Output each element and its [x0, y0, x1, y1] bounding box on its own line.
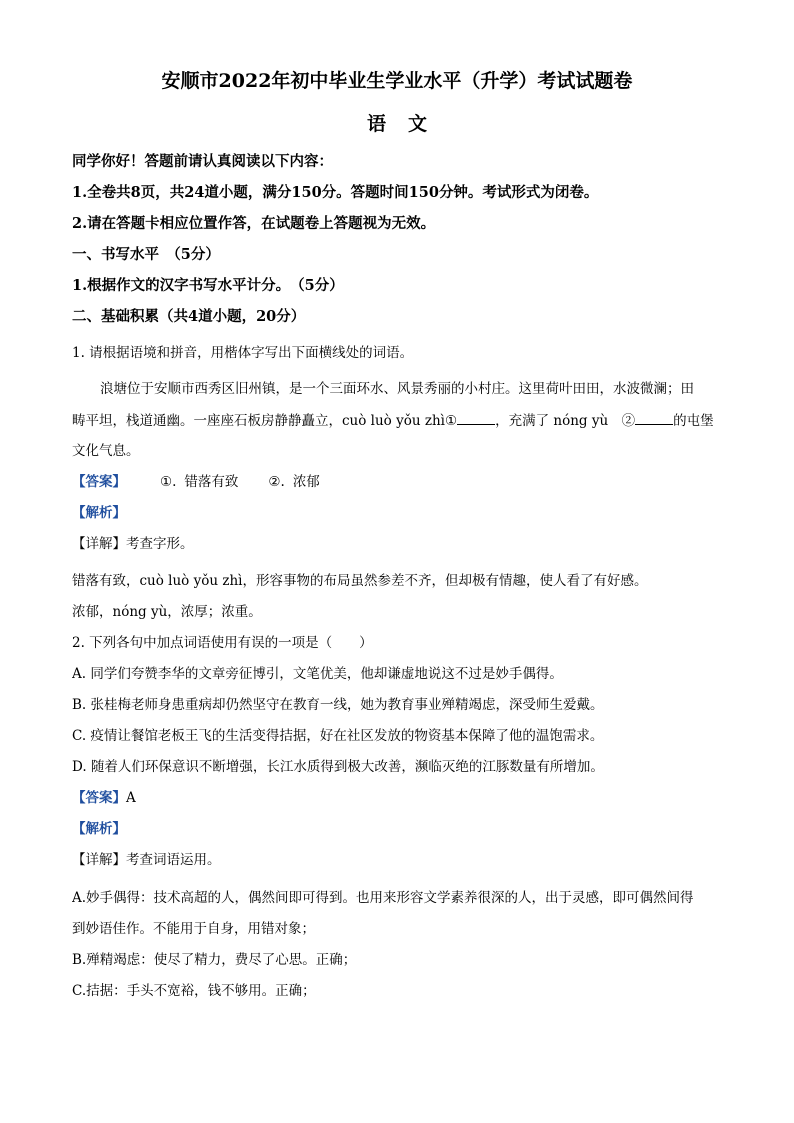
instructions-greeting: 同学你好！答题前请认真阅读以下内容： [72, 153, 333, 170]
q2-option-c: C. 疫情让餐馆老板王飞的生活变得拮据，好在社区发放的物资基本保障了他的温饱需求。 [72, 728, 604, 744]
answer-blank-1 [457, 410, 495, 425]
subject-char-1: 语 [366, 113, 386, 135]
subject-char-2: 文 [408, 113, 428, 135]
q1-passage-line-1: 浪塘位于安顺市西秀区旧州镇，是一个三面环水、风景秀丽的小村庄。这里荷叶田田，水波微澜；田 [100, 381, 694, 397]
q1-passage-line-3: 文化气息。 [72, 443, 140, 459]
instruction-item-1: 1.全卷共8页，共24道小题，满分150分。答题时间150分钟。考试形式为闭卷。 [72, 184, 599, 201]
q1-explain-2: 浓郁，nóng yù，浓厚；浓重。 [72, 604, 262, 620]
q1-explain-1: 错落有致，cuò luò yǒu zhì，形容事物的布局虽然参差不齐，但却极有情趣，使人看了有好感。 [72, 573, 648, 589]
q1-detail: 考查字形。 [126, 536, 194, 552]
q2-explain-a-line-1: A.妙手偶得：技术高超的人，偶然间即可得到。也用来形容文学素养很深的人，出于灵感，即可偶然间得 [72, 890, 694, 906]
q1-answer-1: 错落有致 [184, 474, 239, 490]
q1-analysis-tag: 【解析】 [72, 505, 126, 521]
q2-explain-c: C.拮据：手头不宽裕，钱不够用。正确； [72, 983, 316, 999]
q2-answer: A [126, 790, 136, 806]
q2-analysis-tag: 【解析】 [72, 821, 126, 837]
q1-answer-2: 浓郁 [292, 474, 320, 490]
q2-detail-tag: 【详解】 [72, 852, 126, 868]
q2-stem: 2. 下列各句中加点词语使用有误的一项是（ ） [72, 635, 373, 651]
q2-detail: 考查词语运用。 [126, 852, 221, 868]
q2-explain-a-line-2: 到妙语佳作。不能用于自身，用错对象； [72, 921, 315, 937]
q2-explain-b: B.殚精竭虑：使尽了精力，费尽了心思。正确； [72, 952, 357, 968]
q1-answer-1-num: ①. [160, 474, 177, 490]
exam-title: 安顺市2022年初中毕业生学业水平（升学）考试试题卷 [161, 70, 633, 92]
section-2-heading: 二、基础积累（共4道小题，20分） [72, 308, 306, 325]
q1-passage-2b: ，充满了 nóng yù ② [495, 413, 636, 429]
q1-answer-2-num: ②. [268, 474, 285, 490]
q2-option-a: A. 同学们夸赞李华的文章旁征博引，文笔优美，他却谦虚地说这不过是妙手偶得。 [72, 666, 563, 682]
answer-blank-2 [635, 410, 673, 425]
q1-passage-line-2 [72, 410, 714, 431]
subject-title [72, 104, 722, 144]
q1-answer-tag: 【答案】 [72, 474, 126, 490]
q2-option-d: D. 随着人们环保意识不断增强，长江水质得到极大改善，濒临灭绝的江豚数量有所增加。 [72, 759, 604, 775]
q1-stem: 1. 请根据语境和拼音，用楷体字写出下面横线处的词语。 [72, 345, 414, 361]
instruction-item-2: 2.请在答题卡相应位置作答，在试题卷上答题视为无效。 [72, 215, 436, 232]
q1-detail-tag: 【详解】 [72, 536, 126, 552]
q2-answer-row [72, 788, 136, 808]
section-1-heading: 一、书写水平 （5分） [72, 246, 220, 263]
q1-passage-2a: 畴平坦，栈道通幽。一座座石板房静静矗立，cuò luò yǒu zhì① [72, 413, 458, 429]
section-1-question: 1.根据作文的汉字书写水平计分。 （5分） [72, 277, 344, 294]
q2-detail-row [72, 850, 221, 870]
q1-passage-2c: 的屯堡 [673, 413, 714, 429]
q1-detail-row [72, 534, 194, 554]
q2-answer-tag: 【答案】 [72, 790, 126, 806]
q2-option-b: B. 张桂梅老师身患重病却仍然坚守在教育一线，她为教育事业殚精竭虑，深受师生爱戴。 [72, 697, 604, 713]
document-page [72, 66, 722, 999]
q1-answer-row [72, 472, 320, 492]
